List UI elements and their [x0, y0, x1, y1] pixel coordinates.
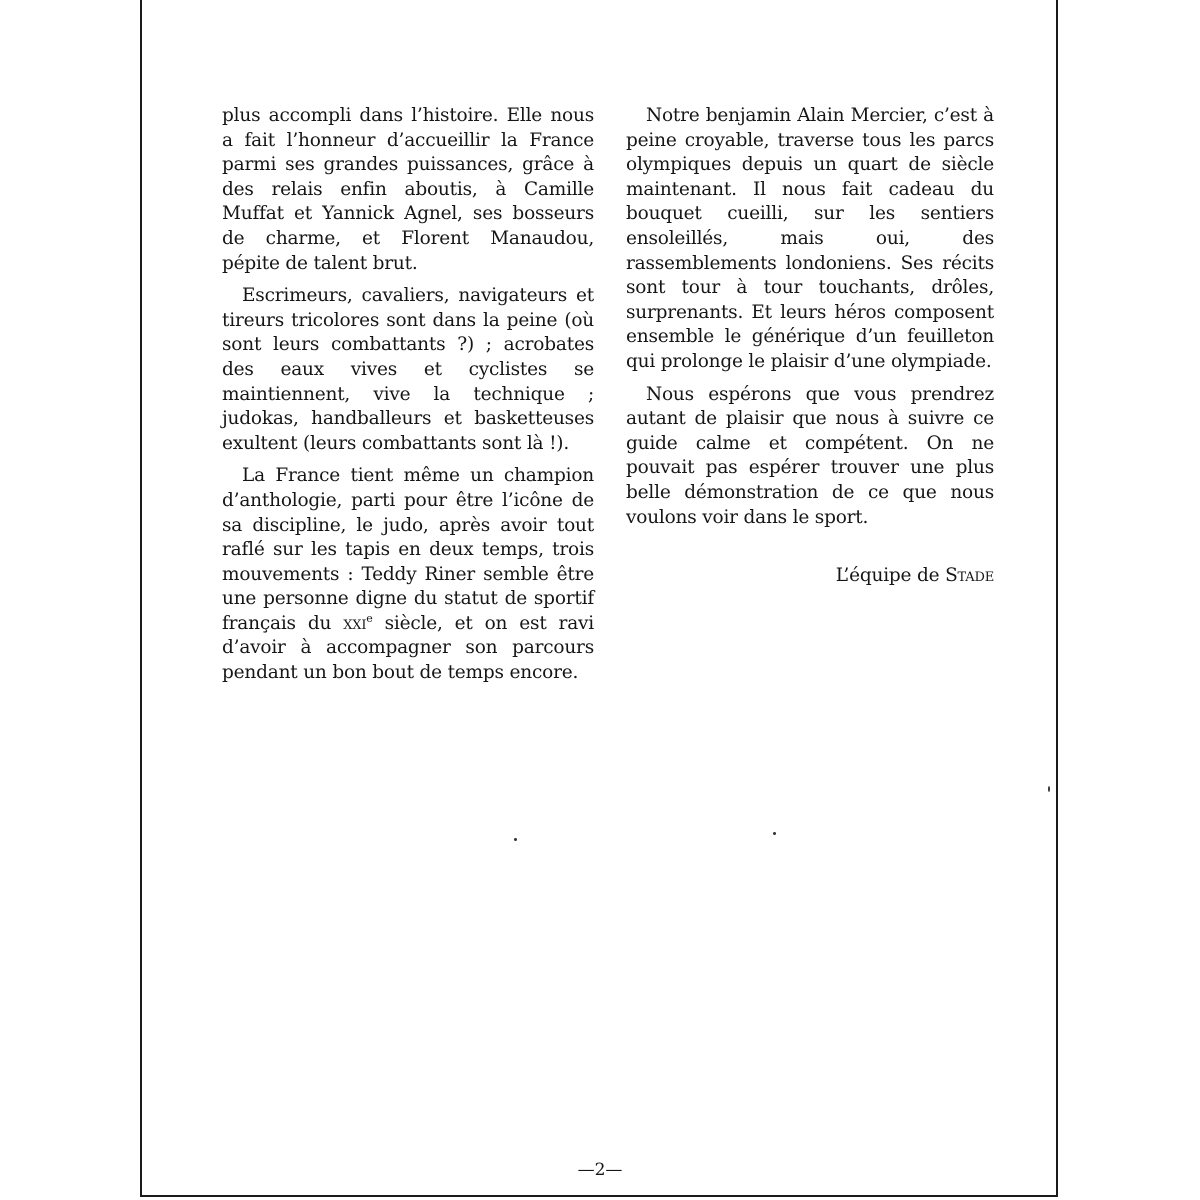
- left-column: [222, 104, 594, 694]
- paragraph: Notre benjamin Alain Mercier, c’est à peine croyable, traverse tous les parcs olympiques depuis un quart de siècle maintenant. Il nous fait cadeau du bouquet cueilli, sur les sentiers ensoleillés, mais oui, des rassemblements londoniens. Ses récits sont tour à tour touchants, drôles, surprenants. Et leurs héros composent ensemble le générique d’un feuilleton qui prolonge le plaisir d’une olympiade.: [626, 105, 994, 372]
- paragraph: Escrimeurs, cavaliers, navigateurs et tireurs tricolores sont dans la peine (où sont leurs combattants ?) ; acrobates des eaux vives et cyclistes se maintiennent, vive la technique ; judokas, handballeurs et basketteuses exultent (leurs combattants sont là !).: [222, 285, 594, 454]
- superscript: e: [366, 611, 373, 625]
- magazine-name: Stade: [945, 565, 994, 587]
- paragraph: [222, 464, 594, 685]
- paragraph: plus accompli dans l’histoire. Elle nous a fait l’honneur d’accueillir la France parmi ses grandes puissances, grâce à des relais enfin aboutis, à Camille Muffat et Yannick Agnel, ses bosseurs de charme, et Florent Manaudou, pépite de talent brut.: [222, 105, 594, 274]
- page-number: —2—: [577, 1160, 623, 1180]
- right-column: [626, 104, 994, 597]
- scan-speck: [773, 832, 776, 835]
- paragraph: Nous espérons que vous prendrez autant de plaisir que nous à suivre ce guide calme et compétent. On ne pouvait pas espérer trouver une plus belle démonstration de ce que nous voulons voir dans le sport.: [626, 383, 994, 528]
- signature: [626, 564, 994, 589]
- signature-prefix: L’équipe de: [835, 565, 946, 587]
- scan-speck: [1048, 786, 1050, 792]
- paragraph-text: La France tient même un champion d’anthologie, parti pour être l’icône de sa discipline, le judo, après avoir tout raflé sur les tapis en deux temps, trois mouvements : Teddy Riner semble être une personne digne du statut de sportif français du: [222, 465, 594, 634]
- century-numeral: xxi: [343, 612, 367, 634]
- scan-speck: [514, 838, 517, 841]
- paragraph-text: siècle, et on est ravi d’avoir à accompagner son parcours pendant un bon bout de temps encore.: [222, 612, 594, 684]
